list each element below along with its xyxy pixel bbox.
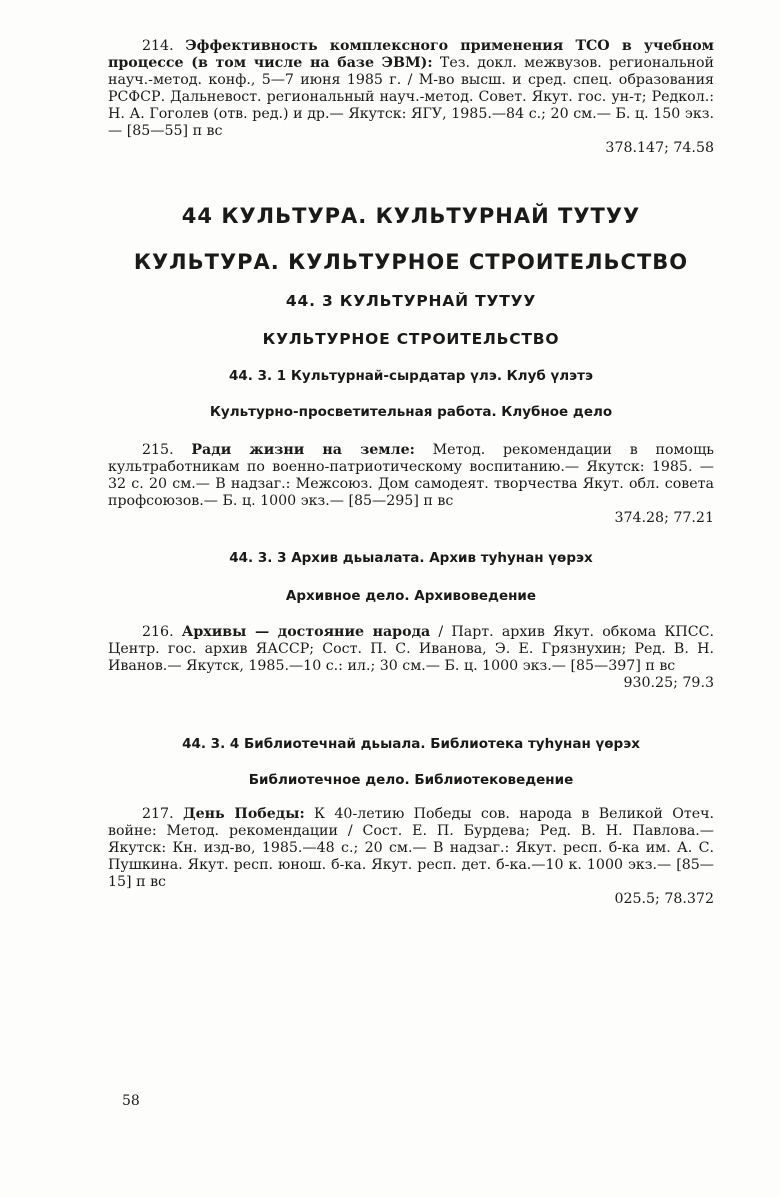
- heading-sub-yakut: [108, 292, 714, 310]
- subchapter-title-yakut: 44. 3 КУЛЬТУРНАЙ ТУТУУ: [285, 292, 537, 310]
- entry-classification: 378.147; 74.58: [605, 140, 714, 156]
- section-heading-3-yakut: [108, 550, 714, 566]
- heading-sub-russian: [108, 330, 714, 348]
- page-number: 58: [122, 1093, 140, 1109]
- section-title-yakut: 44. 3. 1 Культурнай-сырдатар үлэ. Клуб үлэтэ: [228, 368, 594, 384]
- entry-description: Тез. докл. межвузов. региональной науч.-метод. конф., 5—7 июня 1985 г. / М-во высш. и сред. спец. образования РСФСР. Дальневост. региональный науч.-метод. Совет. Якут. гос. ун-т; Редкол.: Н. А. Гоголев (отв. ред.) и др.— Якутск: ЯГУ, 1985.—84 с.; 20 см.— Б. ц. 150 экз.— [85—55] п вс: [108, 55, 715, 139]
- section-title-russian: Архивное дело. Архивоведение: [285, 588, 537, 604]
- heading-main-russian: [108, 250, 714, 274]
- subchapter-title-russian: КУЛЬТУРНОЕ СТРОИТЕЛЬСТВО: [262, 330, 560, 348]
- entry-title: Ради жизни на земле:: [191, 442, 415, 458]
- section-title-russian: Культурно-просветительная работа. Клубное дело: [209, 404, 613, 420]
- section-heading-4-russian: [108, 772, 714, 788]
- entry-body: [108, 806, 714, 891]
- entry-body: [108, 442, 714, 510]
- section-heading-1-russian: [108, 404, 714, 420]
- entry-title: Архивы — достояние народа: [181, 624, 431, 640]
- entry-title: День Победы:: [182, 806, 305, 822]
- entry-body: [108, 38, 714, 140]
- section-title-yakut: 44. 3. 3 Архив дьыалата. Архив туһунан үөрэх: [229, 550, 593, 566]
- entry-classification: 025.5; 78.372: [614, 891, 714, 907]
- entry-description: К 40-летию Победы сов. народа в Великой Отеч. войне: Метод. рекомендации / Сост. Е. П. Бурдева; Ред. В. Н. Павлова.— Якутск: Кн. изд-во, 1985.—48 с.; 20 см.— В надзаг.: Якут. респ. б-ка им. А. С. Пушкина. Якут. респ. юнош. б-ка. Якут. респ. дет. б-ка.—10 к. 1000 экз.— [85—15] п вс: [108, 806, 714, 890]
- entry-number: 214.: [142, 38, 174, 54]
- section-title-russian: Библиотечное дело. Библиотековедение: [248, 772, 574, 788]
- section-heading-4-yakut: [108, 736, 714, 752]
- chapter-title-yakut: 44 КУЛЬТУРА. КУЛЬТУРНАЙ ТУТУУ: [181, 204, 641, 228]
- entry-description: / Парт. архив Якут. обкома КПСС. Центр. гос. архив ЯАССР; Сост. П. С. Иванова, Э. Е. Грязнухин; Ред. В. Н. Иванов.— Якутск, 1985.—10 с.: ил.; 30 см.— Б. ц. 1000 экз.— [85—397] п вс: [108, 624, 714, 674]
- bibliographic-entry-216: [108, 624, 714, 692]
- entry-classification: 930.25; 79.3: [623, 675, 714, 691]
- section-heading-3-russian: [108, 588, 714, 604]
- bibliographic-entry-215: [108, 442, 714, 527]
- chapter-title-russian: КУЛЬТУРА. КУЛЬТУРНОЕ СТРОИТЕЛЬСТВО: [133, 250, 689, 274]
- entry-body: [108, 624, 714, 675]
- entry-classification: 374.28; 77.21: [614, 510, 714, 526]
- entry-number: 216.: [142, 624, 174, 640]
- entry-number: 217.: [142, 806, 174, 822]
- heading-main-yakut: [108, 204, 714, 228]
- section-heading-1-yakut: [108, 368, 714, 384]
- section-title-yakut: 44. 3. 4 Библиотечнай дьыала. Библиотека туһунан үөрэх: [182, 736, 640, 752]
- bibliographic-entry-217: [108, 806, 714, 908]
- entry-title: Эффективность комплексного применения ТСО в учебном процессе (в том числе на базе ЭВМ):: [108, 38, 714, 71]
- entry-number: 215.: [142, 442, 174, 458]
- entry-description: Метод. рекомендации в помощь культработникам по военно-патриотическому воспитанию.— Якутск: 1985. — 32 с. 20 см.— В надзаг.: Межсоюз. Дом самодеят. творчества Якут. обл. совета профсоюзов.— Б. ц. 1000 экз.— [85—295] п вс: [108, 442, 714, 509]
- bibliographic-entry-214: [108, 38, 714, 157]
